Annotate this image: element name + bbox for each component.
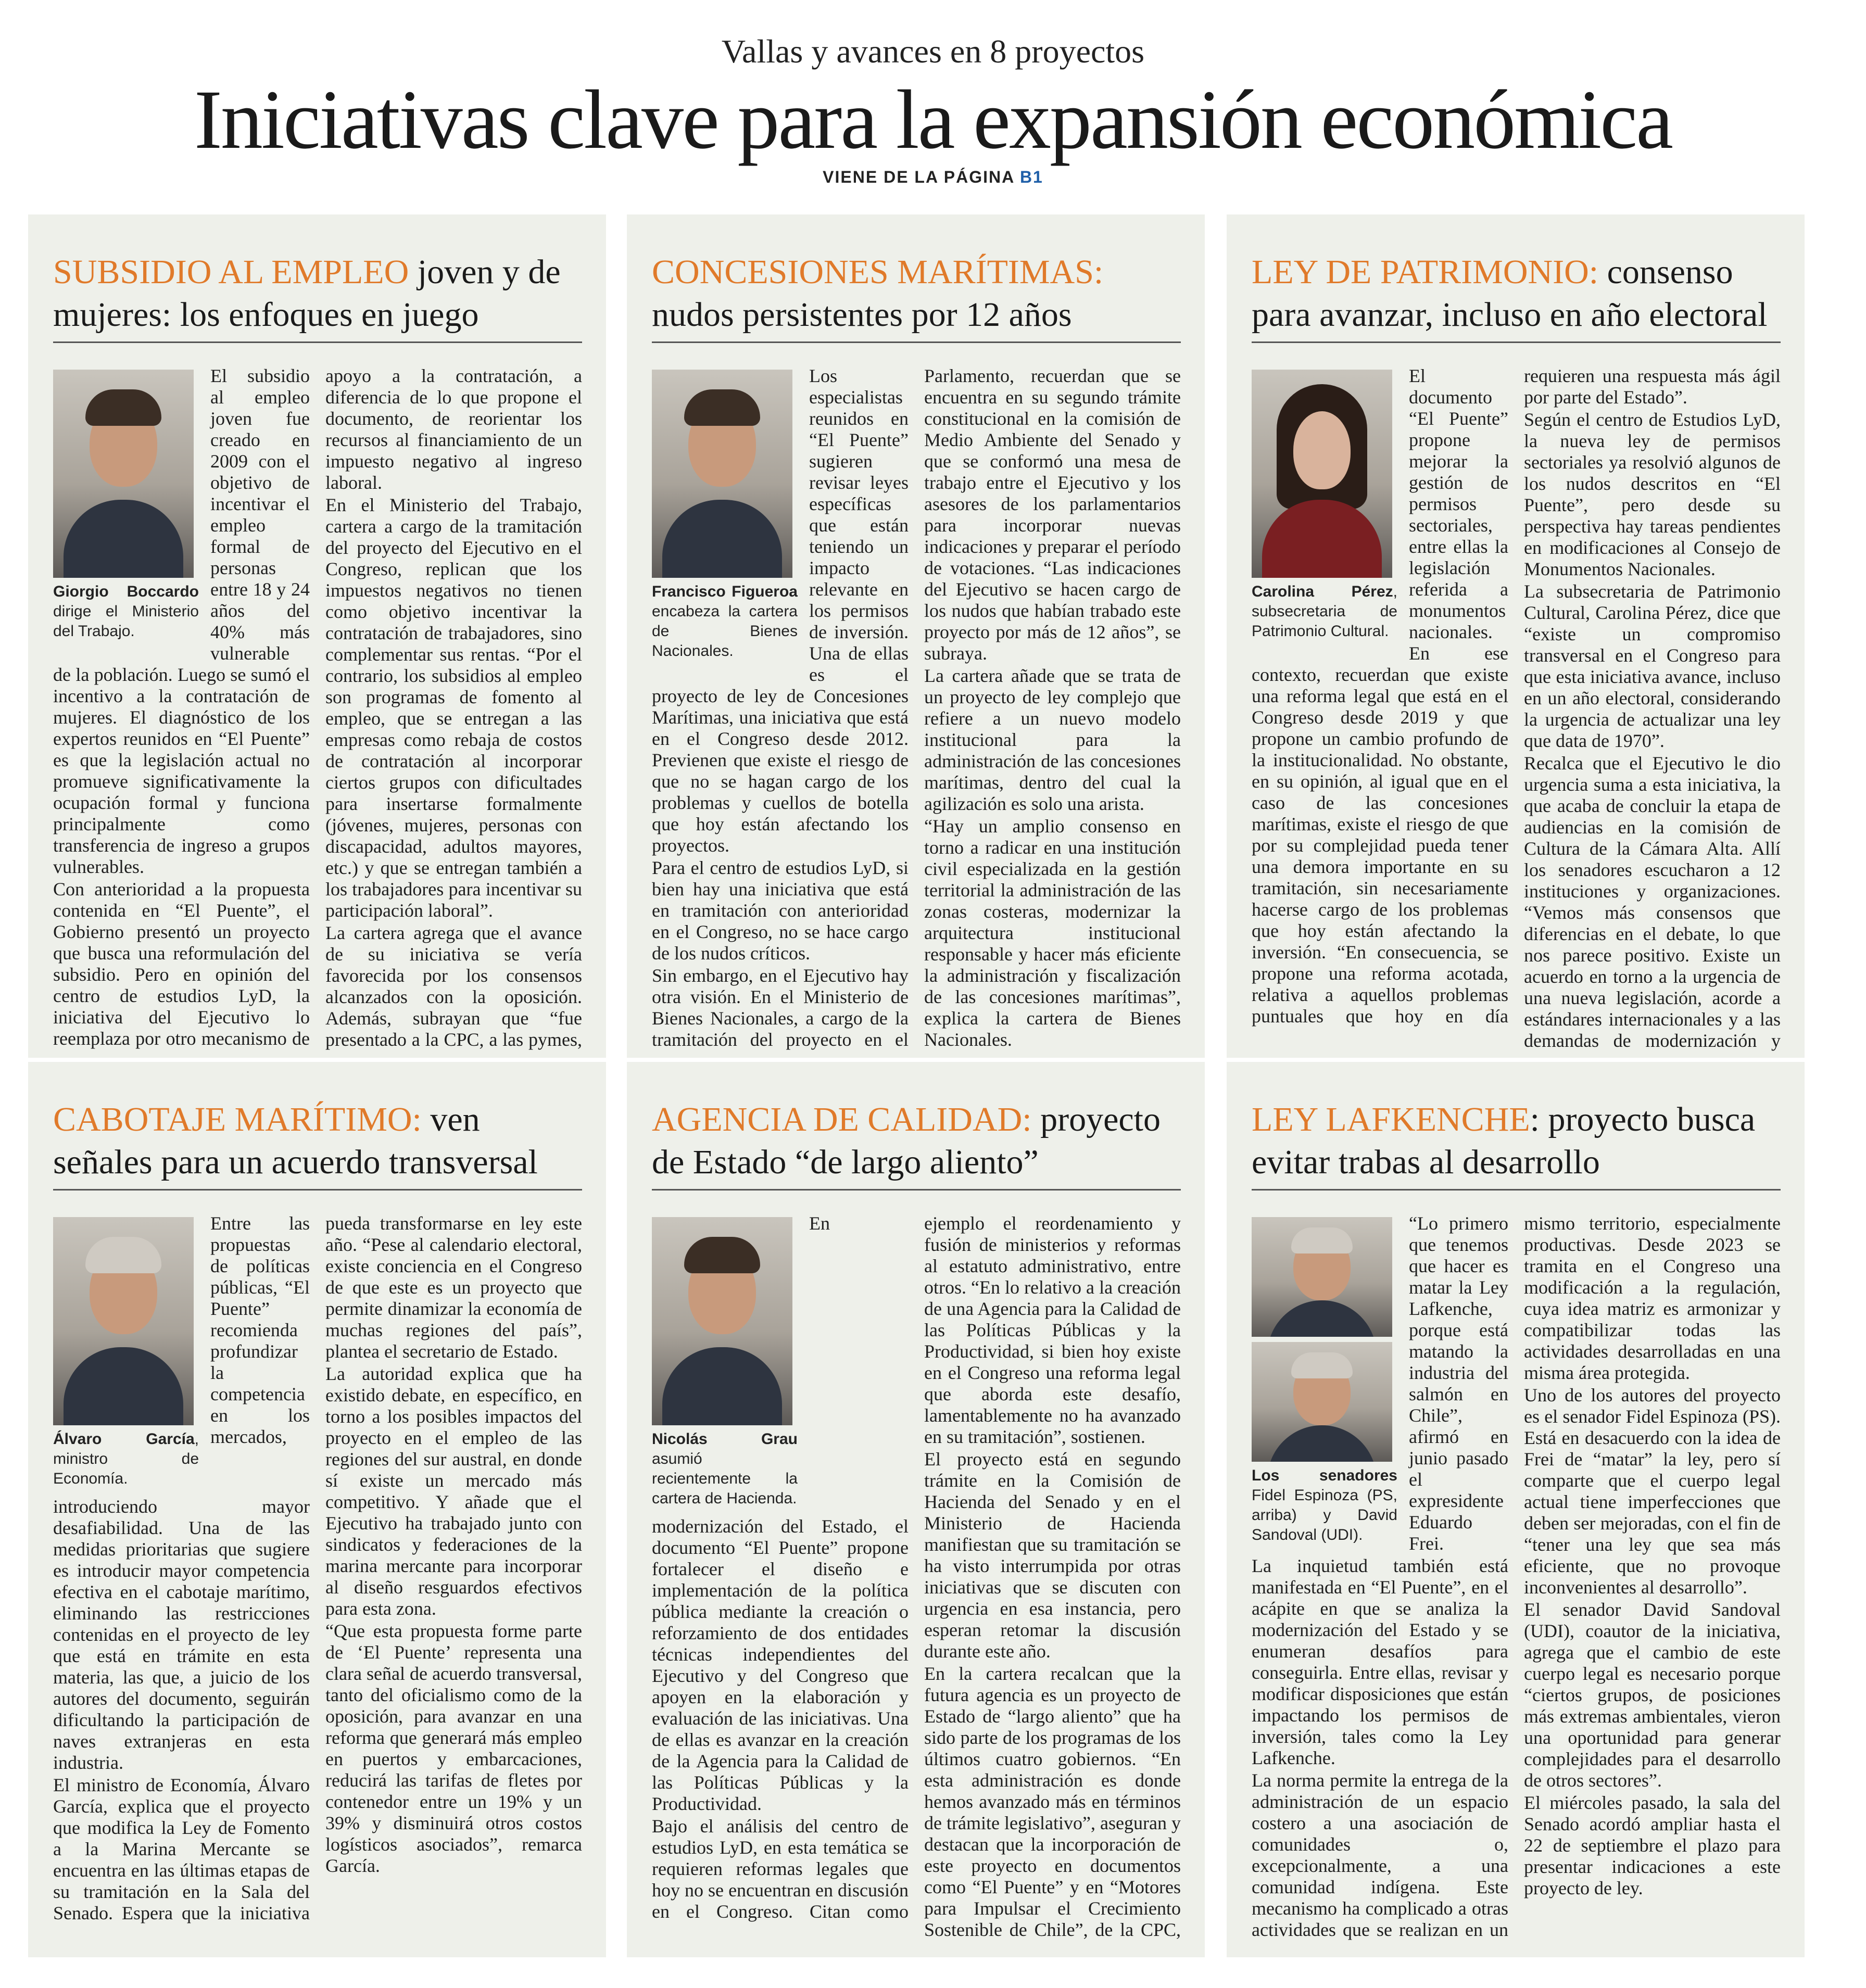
paragraph: La cartera agrega que el avance de su iniciativa se vería favorecida por los consensos alcanzados con la oposición. Además, subrayan que “fue presentado a la CPC, a las pymes, [325,922,582,1050]
paragraph: Con anterioridad a la propuesta contenida en “El Puente”, el Gobierno presentó un proyecto que busca una reformulación del subsidio. Pero en opinión del centro de estudios LyD, la iniciativa del Ejecutivo lo reemplaza por otro mecanismo de apoyo a la contratación, a diferencia de lo que propone el documento, de reorientar los recursos al financiamiento de un impuesto negativo al ingreso laboral. [53,365,582,1049]
title-rest: joven y de mujeres: los enfoques en juego [53,253,561,334]
caption-name: Giorgio Boccardo [53,583,199,600]
photo-figure [53,1217,199,1489]
article-concesiones-maritimas [627,214,1205,1058]
paragraph: El senador David Sandoval (UDI), coautor de la iniciativa, agrega que el cambio de este cuerpo legal es necesario porque “ciertos grupos, de posiciones más extremas ambientales, vieron una oportunidad para generar complejidades para el desarrollo de otros sectores”. [1524,1599,1781,1791]
caption-role: dirige el Ministerio del Trabajo. [53,603,199,640]
portrait-photo-bottom [1252,1342,1392,1462]
photo-caption [652,582,798,661]
paragraph: Los especialistas reunidos en “El Puente” sugieren revisar leyes específicas que están teniendo un impacto relevante en los permisos de inversión. Una de ellas es el proyecto de ley de Concesiones Marítimas, una iniciativa que está en el Congreso desde 2012. Previenen que existe el riesgo de que no se hagan cargo de los problemas y cuellos de botella que hoy están afectando los proyectos. [652,365,909,856]
caption-role: encabeza la cartera de Bienes Nacionales. [652,603,798,660]
photo-caption [1252,1466,1397,1545]
paragraph: “Hay un amplio consenso en torno a radicar en una institución civil especializada en la gestión territorial la administración de las zonas costeras, modernizar la arquitectura institucional responsable y hacer más eficiente la administración y fiscalización de las concesiones marítimas”, explica la cartera de Bienes Nacionales. [924,816,1181,1050]
paragraph: “Lo primero que tenemos que hacer es matar la Ley Lafkenche, porque está matando la industria del salmón en Chile”, afirmó en junio pasado el expresidente Eduardo Frei. [1409,1213,1508,1554]
photo-caption [1252,582,1397,641]
article-subsidio-empleo [28,214,606,1058]
photo-figure [1252,1217,1397,1545]
caption-name: Los senadores [1252,1467,1397,1484]
paragraph: Bajo el análisis del centro de estudios LyD, en esta temática se requieren reformas legales que hoy no se encuentran en discusión en el Congreso. Citan como ejemplo el reordenamiento y fusión de ministerios y reformas al estatuto administrativo, entre otros. “En lo relativo a la creación de una Agencia para la Calidad de las Políticas Públicas y la Productividad, si bien hoy existe en el Congreso una reforma legal que aborda este desafío, lamentablemente no ha avanzado en su tramitación”, sostienen. [652,1213,1181,1922]
article-title [1252,1098,1781,1191]
article-title [53,1098,582,1191]
paragraph: El miércoles pasado, la sala del Senado acordó ampliar hasta el 22 de septiembre el plazo para presentar indicaciones a este proyecto de ley. [1524,1792,1781,1898]
title-rest: proyecto de Estado “de largo aliento” [652,1100,1161,1181]
jump-page-link[interactable]: B1 [1019,168,1043,186]
portrait-photo-top [1252,1217,1392,1337]
caption-name: Nicolás Grau [652,1430,798,1448]
caption-role: , ministro de Economía. [53,1430,199,1487]
caption-name: Carolina Pérez [1252,583,1393,600]
photo-caption [53,1429,199,1489]
paragraph: Recalca que el Ejecutivo le dio urgencia suma a esta iniciativa, la que acaba de concluir la etapa de audiencias en la comisión de Cultura de la Cámara Alta. Allí los senadores escucharon a 12 instituciones y organizaciones. “Vemos más consensos que diferencias en el debate, lo que nos parece positivo. Existe un acuerdo en torno a la urgencia de una nueva legislación, acorde a estándares internacionales y a las demandas de modernización y [1524,753,1781,1051]
title-keyword: CABOTAJE MARÍTIMO: [53,1100,422,1138]
paragraph: El proyecto está en segundo trámite en la Comisión de Hacienda del Senado y en el Ministerio de Hacienda manifiestan que su tramitación se ha visto interrumpida por otras iniciativas que se discuten con urgencia en esa instancia, pero esperan retomar la discusión durante este año. [924,1449,1181,1662]
paragraph: La autoridad explica que ha existido debate, en específico, en torno a los posibles impactos del proyecto en el empleo de las regiones del sur austral, en donde sí existe un mercado más competitivo. Y añade que el Ejecutivo ha trabajado junto con sindicatos y federaciones de la marina mercante para incorporar al diseño resguardos efectivos para esta zona. [325,1363,582,1619]
page-headline: Iniciativas clave para la expansión económica [194,73,1672,167]
article-title [53,251,582,343]
portrait-photo [652,1217,792,1425]
photo-figure [53,370,199,641]
caption-role: asumió recientemente la cartera de Hacienda. [652,1450,798,1507]
photo-caption [53,582,199,641]
jump-line [0,168,1866,187]
article-agencia-calidad [627,1062,1205,1957]
article-title [1252,251,1781,343]
title-keyword: LEY DE PATRIMONIO: [1252,253,1599,291]
paragraph: El ministro de Economía, Álvaro García, explica que el proyecto que modifica la Ley de Fomento a la Marina Mercante se encuentra en las últimas etapas de su tramitación en la Sala del Senado. Espera que la iniciativa pueda transformarse en ley este año. “Pese al calendario electoral, existe conciencia en el Congreso de que este es un proyecto que permite dinamizar la economía de muchas regiones del país”, plantea el secretario de Estado. [53,1213,582,1923]
article-ley-patrimonio [1227,214,1805,1058]
caption-role: Fidel Espinoza (PS, arriba) y David Sandoval (UDI). [1252,1487,1397,1543]
paragraph: Entre las propuestas de políticas públicas, “El Puente” recomienda profundizar la competencia en los mercados, introduciendo mayor desafiabilidad. Una de las medidas prioritarias que sugiere es introducir mayor competencia efectiva en el cabotaje marítimo, eliminando las restricciones contenidas en el proyecto de ley que está en trámite en esta materia, las que, a juicio de los autores del documento, seguirán dificultando la participación de naves extranjeras en esta industria. [53,1213,310,1773]
title-rest: : proyecto busca evitar trabas al desarrollo [1252,1100,1756,1181]
paragraph: El subsidio al empleo joven fue creado en 2009 con el objetivo de incentivar el empleo formal de personas entre 18 y 24 años del 40% más vulnerable de la población. Luego se sumó el incentivo a la contratación de mujeres. El diagnóstico de los expertos reunidos en “El Puente” es que la legislación actual no promueve significativamente la ocupación formal y funciona principalmente como transferencia de ingreso a grupos vulnerables. [53,365,310,877]
paragraph: Sin embargo, en el Ejecutivo hay otra visión. En el Ministerio de Bienes Nacionales, a cargo de la tramitación del proyecto en el Parlamento, recuerdan que se encuentra en su segundo trámite constitucional en la comisión de Medio Ambiente del Senado y que se conformó una mesa de trabajo entre el Ejecutivo y los asesores de los parlamentarios para incorporar nuevas indicaciones y preparar el período de votaciones. “Las indicaciones del Ejecutivo se hacen cargo de los nudos que habían trabado este proyecto por más de 12 años”, se subraya. [652,365,1181,1050]
title-rest: nudos persistentes por 12 años [652,296,1072,334]
photo-figure [652,370,798,661]
portrait-photo [53,370,194,578]
caption-name: Álvaro García [53,1430,195,1448]
title-keyword: SUBSIDIO AL EMPLEO [53,253,409,291]
title-keyword: AGENCIA DE CALIDAD: [652,1100,1032,1138]
photo-figure [1252,370,1397,641]
paragraph: El documento “El Puente” propone mejorar la gestión de permisos sectoriales, entre ellas la legislación referida a monumentos nacionales. En ese contexto, recuerdan que existe una reforma legal que está en el Congreso desde 2019 y que propone un cambio profundo de la institucionalidad. No obstante, en su opinión, al igual que en el caso de las concesiones marítimas, existe el riesgo de que por su complejidad pueda tener una demora importante en su tramitación, sin necesariamente hacerse cargo de los problemas que hoy están afectando la inversión. “En consecuencia, se propone una reforma acotada, relativa a aquellos problemas puntuales que hoy en día requieren una respuesta más ágil por parte del Estado”. [1252,365,1781,1027]
paragraph: La inquietud también está manifestada en “El Puente”, en el acápite en que se analiza la modernización del Estado y se enumeran desafíos para conseguirla. Entre ellas, revisar y modificar disposiciones que están impactando los permisos de inversión, tales como la Ley Lafkenche. [1252,1555,1508,1768]
photo-caption [652,1429,798,1509]
caption-name: Francisco Figueroa [652,583,798,600]
article-title [652,1098,1181,1191]
paragraph: Según el centro de Estudios LyD, la nueva ley de permisos sectoriales ya resolvió algunos de los nudos descritos en “El Puente”, pero desde su perspectiva hay tareas pendientes en modificaciones al Consejo de Monumentos Nacionales. [1524,409,1781,579]
title-keyword: CONCESIONES MARÍTIMAS: [652,253,1104,291]
paragraph: Uno de los autores del proyecto es el senador Fidel Espinoza (PS). Está en desacuerdo con la idea de Frei de “matar” la ley, pero sí comparte que el cuerpo legal actual tiene imperfecciones que deben ser mejoradas, con el fin de “tener una ley que sea más eficiente, que no provoque inconvenientes al desarrollo”. [1524,1385,1781,1598]
paragraph: “Que esta propuesta forme parte de ‘El Puente’ representa una clara señal de acuerdo transversal, tanto del oficialismo como de la oposición, para avanzar en una reforma que generará más empleo en puertos y embarcaciones, reducirá las tarifas de fletes por contenedor entre un 19% y un 39% y disminuirá otros costos logísticos asociados”, remarca García. [325,1620,582,1876]
paragraph: En la cartera recalcan que la futura agencia es un proyecto de Estado de “largo aliento” que ha sido parte de los programas de los últimos cuatro gobiernos. “En esta administración es donde hemos avanzado más en términos de trámite legislativo”, aseguran y destacan que la incorporación de este proyecto en documentos como “El Puente” y en “Motores para Impulsar el Crecimiento Sostenible de Chile”, de la CPC, [924,1663,1181,1940]
article-cabotaje-maritimo [28,1062,606,1957]
article-title [652,251,1181,343]
kicker: Vallas y avances en 8 proyectos [721,33,1145,70]
portrait-photo [1252,370,1392,578]
portrait-photo [652,370,792,578]
paragraph: Para el centro de estudios LyD, si bien hay una iniciativa que está en tramitación con anterioridad en el Congreso, no se hace cargo de los nudos críticos. [652,857,909,964]
portrait-photo [53,1217,194,1425]
caption-role: , subsecretaria de Patrimonio Cultural. [1252,583,1397,640]
paragraph: La cartera añade que se trata de un proyecto de ley complejo que refiere a un nuevo modelo institucional para la administración de las concesiones marítimas, dentro del cual la agilización es solo una arista. [924,665,1181,814]
photo-figure [652,1217,798,1509]
title-rest: ven señales para un acuerdo transversal [53,1100,538,1181]
paragraph: La norma permite la entrega de la administración de un espacio costero a una asociación de comunidades o, excepcionalmente, a una comunidad indígena. Este mecanismo ha complicado a otras actividades que se realizan en un mismo territorio, especialmente productivas. Desde 2023 se tramita en el Congreso una modificación a la regulación, cuya idea matriz es armonizar y compatibilizar todas las actividades desarrolladas en una misma área protegida. [1252,1213,1781,1940]
article-ley-lafkenche [1227,1062,1805,1957]
title-keyword: LEY LAFKENCHE [1252,1100,1530,1138]
paragraph: En modernización del Estado, el documento “El Puente” propone fortalecer el diseño e implementación de la política pública mediante la creación o reforzamiento de dos entidades técnicas independientes del Ejecutivo y del Congreso que apoyen en la elaboración y evaluación de las iniciativas. Una de ellas es avanzar en la creación de la Agencia para la Calidad de las Políticas Públicas y la Productividad. [652,1213,909,1814]
title-rest: consenso para avanzar, incluso en año electoral [1252,253,1768,334]
paragraph: En el Ministerio del Trabajo, cartera a cargo de la tramitación del proyecto del Ejecutivo en el Congreso, replican que los impuestos negativos no tienen como objetivo incentivar la contratación de trabajadores, sino complementar sus rentas. “Por el contrario, los subsidios al empleo son programas de fomento al empleo, que se entregan a las empresas como rebaja de costos de contratación al incorporar ciertos grupos con dificultades para insertarse formalmente (jóvenes, mujeres, personas con discapacidad, adultos mayores, etc.) y que se entregan también a los trabajadores para incentivar su participación laboral”. [325,495,582,921]
paragraph: La subsecretaria de Patrimonio Cultural, Carolina Pérez, dice que “existe un compromiso transversal en el Congreso para que esta iniciativa avance, incluso en un año electoral, considerando la urgencia de actualizar una ley que data de 1970”. [1524,581,1781,751]
jump-prefix: VIENE DE LA PÁGINA [823,168,1015,186]
